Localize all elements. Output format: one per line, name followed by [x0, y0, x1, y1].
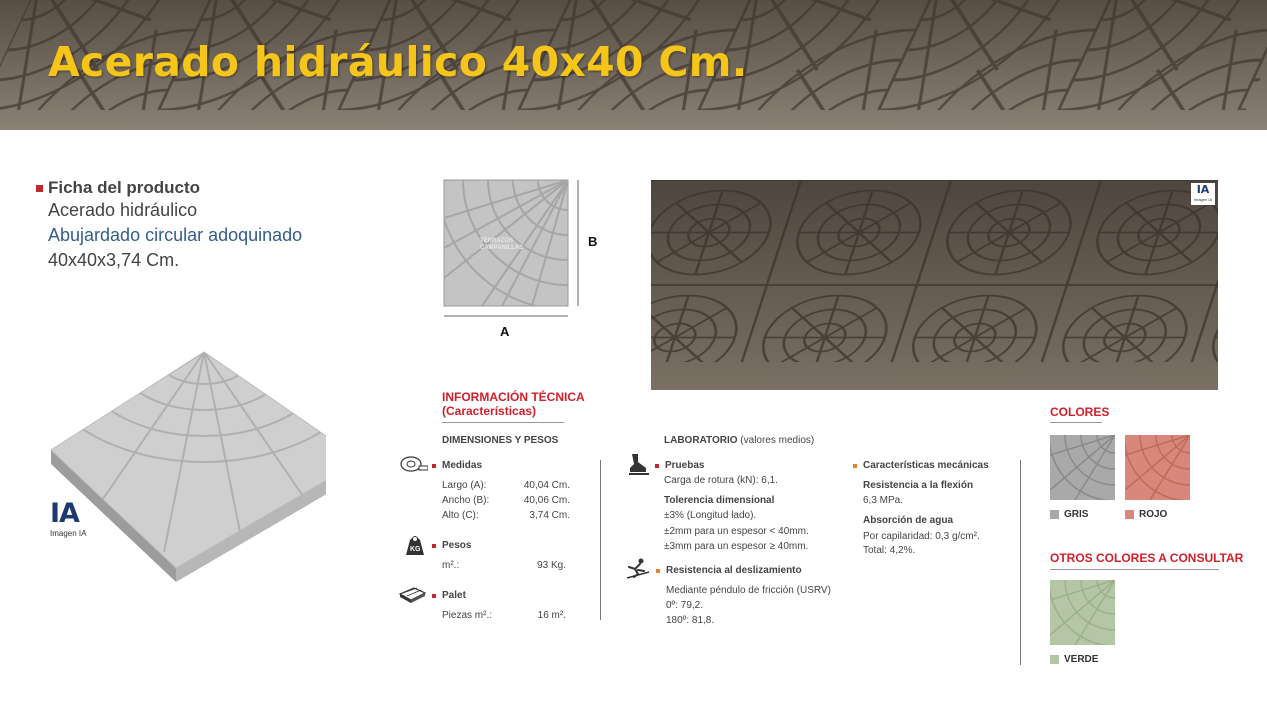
bullet-icon — [655, 464, 659, 468]
slip-method: Mediante péndulo de fricción (USRV) — [666, 585, 831, 596]
pallet-row — [442, 610, 566, 621]
slip-value-0: 0º: 79,2. — [666, 600, 704, 611]
product-sheet-title: Ficha del producto — [48, 178, 201, 197]
floor-photo-pattern — [651, 180, 1218, 390]
header-banner — [0, 0, 1267, 130]
tolerance-line: ±3% (Longitud lado). — [664, 510, 757, 521]
swatch-rojo-pattern — [1125, 435, 1190, 500]
measure-row — [442, 510, 570, 521]
pallet-key: Piezas m².: — [442, 610, 493, 621]
ia-badge-small — [1191, 183, 1215, 205]
color-name: GRIS — [1064, 509, 1089, 520]
color-name: VERDE — [1064, 654, 1099, 665]
color-label-gris — [1050, 509, 1088, 520]
tests-label: Pruebas — [665, 460, 705, 471]
bullet-icon — [432, 544, 436, 548]
measure-row — [442, 480, 570, 491]
measure-row — [442, 495, 570, 506]
weights-heading — [432, 540, 471, 551]
mechanical-heading — [853, 460, 989, 471]
product-dimensions: 40x40x3,74 Cm. — [48, 250, 180, 270]
tech-info-title — [442, 390, 585, 418]
weights-label: Pesos — [442, 540, 472, 551]
bullet-icon — [656, 569, 660, 573]
colors-title: COLORES — [1050, 405, 1110, 419]
color-label-rojo — [1125, 509, 1167, 520]
weight-value: 93 Kg. — [537, 560, 566, 571]
colors-divider — [1050, 422, 1102, 423]
color-chip-icon — [1050, 655, 1059, 664]
test-press-icon — [628, 452, 650, 476]
slip-resistance-label: Resistencia al deslizamiento — [666, 565, 802, 576]
weight-row — [442, 560, 566, 571]
pallet-value: 16 m². — [537, 610, 566, 621]
dimension-a-label: A — [500, 324, 510, 339]
ia-badge-caption: Imagen IA — [50, 529, 87, 538]
slip-value-180: 180º: 81,8. — [666, 615, 715, 626]
flexural-heading: Resistencia a la flexión — [863, 480, 974, 491]
absorption-capillary: Por capilaridad: 0,3 g/cm². — [863, 531, 980, 542]
tech-info-divider — [442, 422, 564, 423]
svg-text:KG: KG — [410, 546, 421, 553]
color-swatch-rojo[interactable] — [1125, 435, 1190, 500]
dimensions-heading: DIMENSIONES Y PESOS — [442, 435, 559, 446]
pallet-heading — [432, 590, 466, 601]
bullet-icon — [432, 594, 436, 598]
other-colors-divider — [1050, 569, 1219, 570]
tile-top-view — [442, 178, 612, 343]
tech-info-title-line2: (Características) — [442, 404, 537, 418]
color-swatch-verde[interactable] — [1050, 580, 1115, 645]
color-chip-icon — [1050, 510, 1059, 519]
tests-heading — [655, 460, 704, 471]
pallet-label: Palet — [442, 590, 466, 601]
ia-logo-icon: IA — [50, 498, 79, 529]
watermark-line2: CAMPANILLAS — [480, 245, 524, 251]
slip-icon — [626, 558, 650, 580]
color-swatch-gris[interactable] — [1050, 435, 1115, 500]
product-sheet-heading — [36, 178, 302, 198]
measure-value: 40,04 Cm. — [523, 480, 570, 491]
bullet-icon — [853, 464, 857, 468]
ia-badge-small-caption: Imagen IA — [1193, 197, 1213, 202]
measure-value: 3,74 Cm. — [529, 510, 570, 521]
column-divider — [1020, 460, 1021, 665]
dimension-b-label: B — [588, 234, 598, 249]
laboratory-heading — [664, 435, 814, 446]
tile-3d-image — [36, 330, 326, 600]
measures-heading — [432, 460, 482, 471]
weight-key: m².: — [442, 560, 460, 571]
measure-key: Largo (A): — [442, 480, 487, 491]
swatch-verde-pattern — [1050, 580, 1115, 645]
slip-resistance-heading — [656, 565, 802, 576]
laboratory-note: (valores medios) — [740, 435, 815, 446]
measure-key: Ancho (B): — [442, 495, 490, 506]
pallet-icon — [398, 586, 426, 604]
watermark-line1: TERRAZOS — [480, 238, 513, 244]
measures-label: Medidas — [442, 460, 483, 471]
mechanical-label: Características mecánicas — [863, 460, 989, 471]
color-name: ROJO — [1139, 509, 1168, 520]
tolerance-line: ±3mm para un espesor ≥ 40mm. — [664, 541, 809, 552]
tile-dimension-diagram — [442, 178, 612, 343]
tape-measure-icon — [400, 455, 428, 473]
tolerance-heading: Tolerencia dimensional — [664, 495, 775, 506]
floor-photo — [651, 180, 1218, 390]
ia-logo-small-icon: IA — [1196, 183, 1210, 196]
color-label-verde — [1050, 654, 1098, 665]
product-sheet — [36, 178, 302, 273]
product-name: Acerado hidráulico — [48, 200, 198, 220]
tech-info-title-line1: INFORMACIÓN TÉCNICA — [442, 390, 585, 404]
bullet-icon — [36, 185, 43, 192]
product-finish: Abujardado circular adoquinado — [48, 225, 303, 245]
measure-key: Alto (C): — [442, 510, 479, 521]
weight-icon — [404, 534, 426, 556]
swatch-gris-pattern — [1050, 435, 1115, 500]
absorption-total: Total: 4,2%. — [863, 545, 916, 556]
flexural-value: 6,3 MPa. — [863, 495, 904, 506]
other-colors-title: OTROS COLORES A CONSULTAR — [1050, 551, 1244, 565]
column-divider — [600, 460, 601, 620]
measure-value: 40,06 Cm. — [523, 495, 570, 506]
page-title: Acerado hidráulico 40x40 Cm. — [48, 38, 748, 86]
ia-badge — [50, 500, 86, 538]
laboratory-title: LABORATORIO — [664, 435, 738, 446]
bullet-icon — [432, 464, 436, 468]
absorption-heading: Absorción de agua — [863, 515, 954, 526]
breaking-load: Carga de rotura (kN): 6,1. — [664, 475, 778, 486]
tolerance-line: ±2mm para un espesor < 40mm. — [664, 526, 809, 537]
color-chip-icon — [1125, 510, 1134, 519]
